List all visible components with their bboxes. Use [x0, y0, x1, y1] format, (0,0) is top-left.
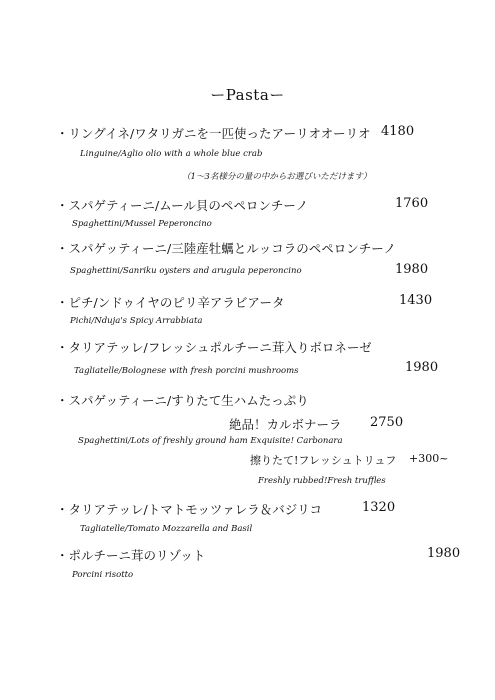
menu-item-price: 1980 — [395, 262, 429, 277]
menu-item-name-line2: 絶品！カルボナーラ — [229, 417, 342, 432]
menu-item-name: ・リングイネ/ワタリガニを一匹使ったアーリオオーリオ — [56, 126, 371, 141]
menu-item-option-english: Freshly rubbed!Fresh truffles — [258, 476, 386, 486]
menu-item-english: Spaghettini/Sanriku oysters and arugula peperoncino — [70, 266, 302, 276]
menu-item-price: 1980 — [427, 546, 461, 561]
menu-item-english: Porcini risotto — [72, 570, 134, 580]
menu-item-english: Spaghettini/Lots of freshly ground ham Exquisite! Carbonara — [78, 436, 343, 446]
menu-item-name: ・タリアテッレ/トマトモッツァレラ＆バジリコ — [56, 502, 322, 517]
menu-item-price: 1980 — [405, 360, 439, 375]
menu-item-option: 擦りたて!フレッシュトリュフ — [250, 454, 397, 467]
menu-item-name: ・タリアテッレ/フレッシュポルチーニ茸入りボロネーゼ — [56, 340, 372, 355]
menu-item-english: Pichi/Nduja's Spicy Arrabbiata — [70, 316, 203, 326]
menu-item-english: Spaghettini/Mussel Peperoncino — [72, 219, 212, 229]
menu-item-name: ・ポルチーニ茸のリゾット — [56, 548, 206, 563]
menu-item-english: Tagliatelle/Bolognese with fresh porcini mushrooms — [74, 366, 299, 376]
menu-item-price: 1760 — [395, 196, 429, 211]
menu-item-price: 2750 — [370, 415, 404, 430]
menu-item-english: Tagliatelle/Tomato Mozzarella and Basil — [80, 524, 253, 534]
menu-item-note: （1～3名様分の量の中からお選びいただけます） — [182, 172, 372, 182]
menu-item-name: ・スパゲティーニ/ムール貝のペペロンチーノ — [56, 198, 309, 213]
menu-item-price: 1320 — [362, 500, 396, 515]
menu-item-price: 4180 — [381, 124, 415, 139]
menu-item-option-price: +300~ — [409, 452, 449, 465]
menu-item-name: ・ピチ/ンドゥイヤのピリ辛アラビアータ — [56, 295, 285, 310]
page-title: ーPastaー — [210, 86, 285, 104]
menu-item-name: ・スパゲッティーニ/すりたて生ハムたっぷり — [56, 393, 309, 408]
menu-item-english: Linguine/Aglio olio with a whole blue crab — [80, 149, 263, 159]
menu-item-price: 1430 — [399, 293, 433, 308]
menu-item-name: ・スパゲッティーニ/三陸産牡蠣とルッコラのペペロンチーノ — [56, 241, 396, 256]
